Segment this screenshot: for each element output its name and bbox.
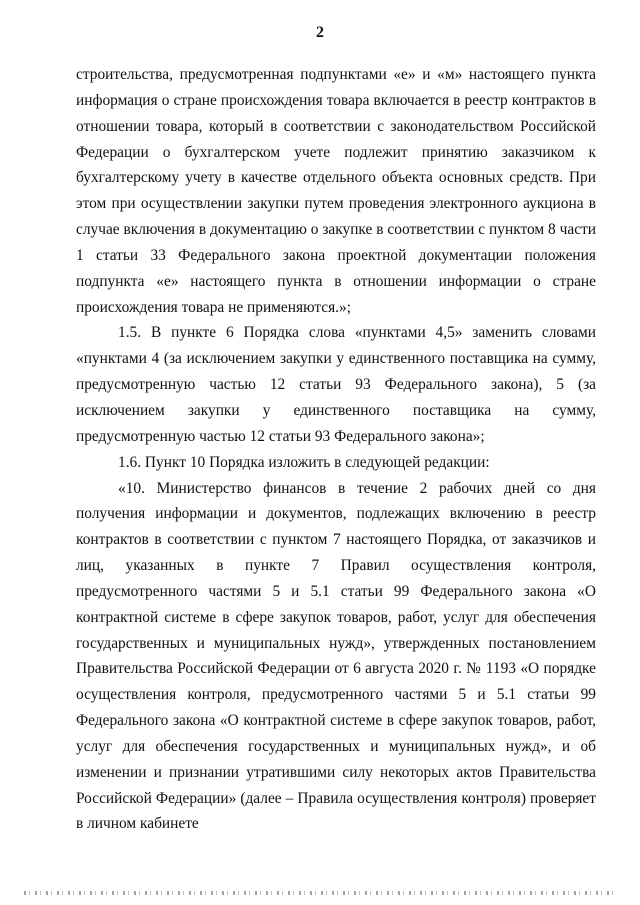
paragraph-item-10: «10. Министерство финансов в течение 2 рабочих дней со дня получения информации и документов, подлежащих включению в реестр контрактов в соответствии с пунктом 7 настоящего Порядка, от заказчиков и лиц, указанных в пункте 7 Правил осуществления контроля, предусмотренного частями 5 и 5.1 статьи 99 Федерального закона «О контрактной системе в сфере закупок товаров, работ, услуг для обеспечения государственных и муниципальных нужд», утвержденных постановлением Правительства Российской Федерации от 6 августа 2020 г. № 1193 «О порядке осуществления контроля, предусмотренного частями 5 и 5.1 статьи 99 Федерального закона «О контрактной системе в сфере закупок товаров, работ, услуг для обеспечения государственных и муниципальных нужд», и об изменении и признании утратившими силу некоторых актов Правительства Российской Федерации» (далее – Правила осуществления контроля) проверяет в личном кабинете — [76, 479, 596, 833]
scan-edge-artifact — [24, 891, 618, 895]
page-number: 2 — [316, 24, 324, 41]
paragraph-item-1-5: 1.5. В пункте 6 Порядка слова «пунктами 4,5» заменить словами «пунктами 4 (за исключением закупки у единственного поставщика на сумму, предусмотренную частью 12 статьи 93 Федерального закона), 5 (за исключением закупки у единственного поставщика на сумму, предусмотренную частью 12 статьи 93 Федерального закона»; — [76, 324, 596, 445]
paragraph-continuation: строительства, предусмотренная подпунктами «е» и «м» настоящего пункта информация о стране происхождения товара включается в реестр контрактов в отношении товара, который в соответствии с законодательством Российской Федерации о бухгалтерском учете подлежит принятию заказчиком к бухгалтерскому учету в качестве отдельного объекта основных средств. При этом при осуществлении закупки путем проведения электронного аукциона в случае включения в документацию о закупке в соответствии с пунктом 8 части 1 статьи 33 Федерального закона проектной документации положения подпункта «е» настоящего пункта в отношении информации о стране происхождения товара не применяются.»; — [76, 66, 596, 316]
paragraph-item-1-6: 1.6. Пункт 10 Порядка изложить в следующей редакции: — [118, 453, 490, 471]
document-body — [76, 62, 596, 837]
